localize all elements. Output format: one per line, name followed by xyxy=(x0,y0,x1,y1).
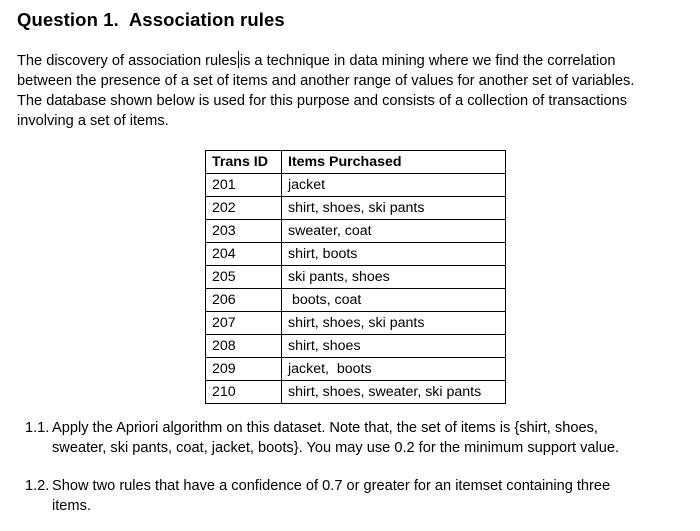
table-row xyxy=(206,266,506,289)
items-cell: sweater, coat xyxy=(282,220,506,243)
subquestion-number: 1.2. xyxy=(25,478,50,494)
intro-line-1-end: is a technique in data mining where we find the correlation xyxy=(239,53,616,69)
trans-id-cell: 208 xyxy=(206,335,282,358)
trans-id-cell: 204 xyxy=(206,243,282,266)
trans-id-cell: 210 xyxy=(206,381,282,404)
trans-id-cell: 209 xyxy=(206,358,282,381)
table-row xyxy=(206,174,506,197)
subquestion-1-1 xyxy=(25,418,685,458)
subquestion-line: Show two rules that have a confidence of 0.7 or greater for an itemset containing three xyxy=(52,478,611,494)
items-cell: shirt, shoes, sweater, ski pants xyxy=(282,381,506,404)
items-cell: shirt, shoes xyxy=(282,335,506,358)
intro-line-3: The database shown below is used for this purpose and consists of a collection of transactions xyxy=(17,93,628,109)
subquestion-text xyxy=(25,476,685,516)
table-row xyxy=(206,358,506,381)
trans-id-cell: 201 xyxy=(206,174,282,197)
items-cell: shirt, boots xyxy=(282,243,506,266)
intro-line-1-start: The discovery of association rules xyxy=(17,53,237,69)
intro-paragraph[interactable] xyxy=(17,51,697,131)
subquestion-1-2 xyxy=(25,476,685,516)
subquestion-line: sweater, ski pants, coat, jacket, boots}. You may use 0.2 for the minimum support value. xyxy=(52,440,620,456)
text-cursor xyxy=(238,51,239,68)
subquestion-line: Apply the Apriori algorithm on this dataset. Note that, the set of items is {shirt, shoes, xyxy=(52,420,598,436)
intro-line-2: between the presence of a set of items and another range of values for another set of variables. xyxy=(17,73,635,89)
table-row xyxy=(206,243,506,266)
header-trans-id: Trans ID xyxy=(206,151,282,174)
header-items-purchased: Items Purchased xyxy=(282,151,506,174)
items-cell: ski pants, shoes xyxy=(282,266,506,289)
table-row xyxy=(206,381,506,404)
trans-id-cell: 203 xyxy=(206,220,282,243)
items-cell: jacket, boots xyxy=(282,358,506,381)
trans-id-cell: 202 xyxy=(206,197,282,220)
items-cell: shirt, shoes, ski pants xyxy=(282,312,506,335)
items-cell: shirt, shoes, ski pants xyxy=(282,197,506,220)
question-title: Association rules xyxy=(128,9,285,30)
table-row xyxy=(206,289,506,312)
trans-id-cell: 205 xyxy=(206,266,282,289)
table-row xyxy=(206,312,506,335)
table-row xyxy=(206,220,506,243)
items-cell: boots, coat xyxy=(282,289,506,312)
table-row xyxy=(206,197,506,220)
trans-id-cell: 206 xyxy=(206,289,282,312)
intro-line-1 xyxy=(17,51,697,71)
transactions-table xyxy=(205,150,506,404)
table-header-row xyxy=(206,151,506,174)
subquestion-line: items. xyxy=(52,498,91,514)
question-number: Question 1. xyxy=(17,9,119,30)
items-cell: jacket xyxy=(282,174,506,197)
intro-line-4: involving a set of items. xyxy=(17,113,169,129)
subquestion-number: 1.1. xyxy=(25,420,50,436)
table-row xyxy=(206,335,506,358)
question-heading xyxy=(17,9,285,31)
trans-id-cell: 207 xyxy=(206,312,282,335)
subquestion-text xyxy=(25,418,685,458)
